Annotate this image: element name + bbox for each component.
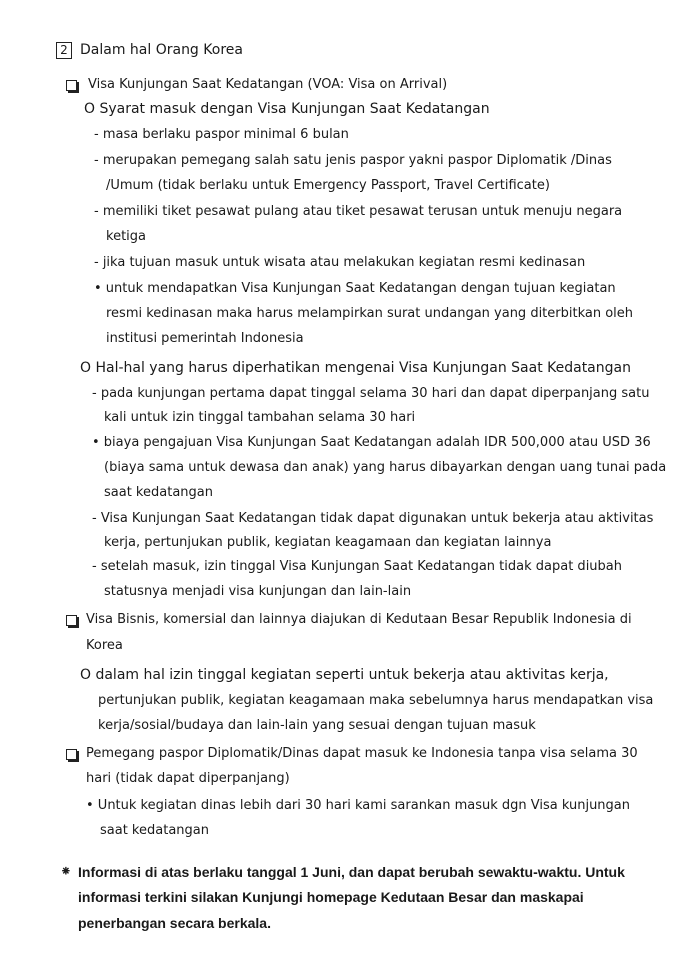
notes-item-cont: statusnya menjadi visa kunjungan dan lain-lain: [104, 584, 412, 599]
business-visa-item-cont: pertunjukan publik, kegiatan keagamaan maka sebelumnya harus mendapatkan visa: [98, 693, 654, 708]
diplomatic-passport-heading-cont: hari (tidak dapat diperpanjang): [86, 771, 290, 786]
requirement-note-cont: resmi kedinasan maka harus melampirkan surat undangan yang diterbitkan oleh: [106, 306, 634, 321]
requirement-note-cont: institusi pemerintah Indonesia: [106, 331, 304, 346]
requirement-item: - memiliki tiket pesawat pulang atau tiket pesawat terusan untuk menuju negara: [94, 204, 623, 219]
notes-item: - setelah masuk, izin tinggal Visa Kunjungan Saat Kedatangan tidak dapat diubah: [92, 559, 622, 574]
section-number-box: 2: [56, 42, 72, 59]
diplomatic-passport-item-cont: saat kedatangan: [100, 823, 209, 838]
diplomatic-passport-item: • Untuk kegiatan dinas lebih dari 30 hari kami sarankan masuk dgn Visa kunjungan: [86, 798, 631, 813]
voa-requirements-heading: O Syarat masuk dengan Visa Kunjungan Saat Kedatangan: [84, 101, 490, 117]
checkbox-square-icon: [66, 749, 77, 760]
requirement-item-cont: ketiga: [106, 229, 146, 244]
checkbox-square-icon: [66, 615, 77, 626]
checkbox-square-icon: [66, 80, 77, 91]
business-visa-heading-cont: Korea: [86, 638, 123, 653]
notes-item: • biaya pengajuan Visa Kunjungan Saat Kedatangan adalah IDR 500,000 atau USD 36: [92, 435, 651, 450]
voa-notes-heading: O Hal-hal yang harus diperhatikan mengenai Visa Kunjungan Saat Kedatangan: [80, 360, 631, 376]
diplomatic-passport-heading: Pemegang paspor Diplomatik/Dinas dapat masuk ke Indonesia tanpa visa selama 30: [86, 746, 638, 761]
requirement-note: • untuk mendapatkan Visa Kunjungan Saat Kedatangan dengan tujuan kegiatan: [94, 281, 616, 296]
note-asterisk-icon: ⁕: [60, 864, 72, 880]
business-visa-item: O dalam hal izin tinggal kegiatan seperti untuk bekerja atau aktivitas kerja,: [80, 667, 609, 683]
voa-heading: Visa Kunjungan Saat Kedatangan (VOA: Visa on Arrival): [88, 77, 448, 92]
requirement-item: - merupakan pemegang salah satu jenis paspor yakni paspor Diplomatik /Dinas: [94, 153, 612, 168]
notes-item: - Visa Kunjungan Saat Kedatangan tidak dapat digunakan untuk bekerja atau aktivitas: [92, 511, 654, 526]
requirement-item: - jika tujuan masuk untuk wisata atau melakukan kegiatan resmi kedinasan: [94, 255, 586, 270]
business-visa-heading: Visa Bisnis, komersial dan lainnya diajukan di Kedutaan Besar Republik Indonesia di: [86, 612, 632, 627]
notes-item: - pada kunjungan pertama dapat tinggal selama 30 hari dan dapat diperpanjang satu: [92, 386, 650, 401]
notes-item-cont: kali untuk izin tinggal tambahan selama 30 hari: [104, 410, 416, 425]
notes-item-cont: (biaya sama untuk dewasa dan anak) yang harus dibayarkan dengan uang tunai pada: [104, 460, 667, 475]
section-title: Dalam hal Orang Korea: [80, 42, 243, 58]
requirement-item-cont: /Umum (tidak berlaku untuk Emergency Passport, Travel Certificate): [106, 178, 550, 193]
requirement-item: - masa berlaku paspor minimal 6 bulan: [94, 127, 349, 142]
disclaimer-line: informasi terkini silakan Kunjungi homepage Kedutaan Besar dan maskapai: [78, 889, 584, 905]
disclaimer-line: penerbangan secara berkala.: [78, 915, 271, 931]
notes-item-cont: kerja, pertunjukan publik, kegiatan keagamaan dan kegiatan lainnya: [104, 535, 552, 550]
notes-item-cont: saat kedatangan: [104, 485, 213, 500]
disclaimer-line: Informasi di atas berlaku tanggal 1 Juni, dan dapat berubah sewaktu-waktu. Untuk: [78, 864, 625, 880]
business-visa-item-cont: kerja/sosial/budaya dan lain-lain yang sesuai dengan tujuan masuk: [98, 718, 536, 733]
